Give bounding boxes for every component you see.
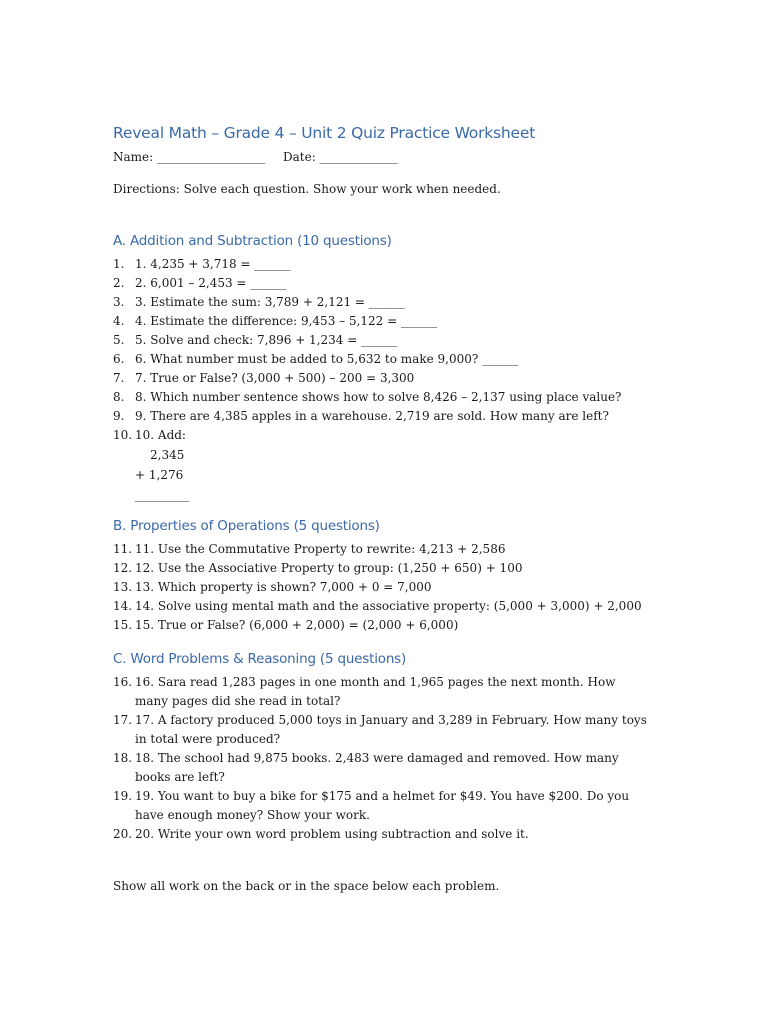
item-number: 18. [113, 751, 133, 765]
list-item [0, 274, 768, 293]
list-item [0, 616, 768, 635]
item-text: 15. True or False? (6,000 + 2,000) = (2,000 + 6,000) [135, 618, 459, 632]
footer-note: Show all work on the back or in the space below each problem. [113, 879, 500, 893]
name-field: Name: __________________ [113, 150, 265, 164]
list-item [0, 749, 768, 787]
list-item [0, 711, 768, 749]
item-number: 17. [113, 713, 133, 727]
list-item [0, 312, 768, 331]
item-text: 13. Which property is shown? 7,000 + 0 = 7,000 [135, 580, 432, 594]
item-number: 6. [113, 352, 125, 366]
item-text: 5. Solve and check: 7,896 + 1,234 = ______ [135, 333, 398, 347]
item-text: 14. Solve using mental math and the associative property: (5,000 + 3,000) + 2,000 [135, 599, 642, 613]
item-text: 3. Estimate the sum: 3,789 + 2,121 = ______ [135, 295, 405, 309]
addend-line-2: + 1,276 [135, 468, 184, 482]
item-text: 9. There are 4,385 apples in a warehouse. 2,719 are sold. How many are left? [135, 409, 609, 423]
list-item [0, 388, 768, 407]
item-number: 20. [113, 827, 133, 841]
item-number: 1. [113, 257, 125, 271]
answer-line: _________ [135, 488, 189, 502]
date-field: Date: _____________ [283, 150, 398, 164]
item-text: 11. Use the Commutative Property to rewrite: 4,213 + 2,586 [135, 542, 506, 556]
item-number: 10. [113, 428, 133, 442]
item-text: 12. Use the Associative Property to group: (1,250 + 650) + 100 [135, 561, 523, 575]
item-text: 4. Estimate the difference: 9,453 – 5,122 = ______ [135, 314, 437, 328]
item-number: 4. [113, 314, 125, 328]
item-number: 3. [113, 295, 125, 309]
item-number: 5. [113, 333, 125, 347]
section-b-list [0, 540, 768, 635]
item-number: 19. [113, 789, 133, 803]
item-text: 20. Write your own word problem using subtraction and solve it. [135, 827, 529, 841]
section-b-heading: B. Properties of Operations (5 questions) [113, 518, 380, 534]
list-item [0, 673, 768, 711]
item-text: 19. You want to buy a bike for $175 and a helmet for $49. You have $200. Do you have enough money? Show your work. [135, 789, 630, 822]
list-item [0, 426, 768, 445]
item-number: 13. [113, 580, 133, 594]
section-a-list [0, 255, 768, 505]
item-text: 7. True or False? (3,000 + 500) – 200 = 3,300 [135, 371, 415, 385]
item-text: 18. The school had 9,875 books. 2,483 were damaged and removed. How many books are left? [135, 751, 619, 784]
item-number: 2. [113, 276, 125, 290]
section-c-heading: C. Word Problems & Reasoning (5 questions) [113, 651, 407, 667]
directions: Directions: Solve each question. Show your work when needed. [113, 182, 501, 196]
list-item [0, 825, 768, 844]
list-item [0, 350, 768, 369]
list-item [0, 597, 768, 616]
item-number: 9. [113, 409, 125, 423]
list-item [0, 559, 768, 578]
item-number: 11. [113, 542, 133, 556]
list-item [0, 293, 768, 312]
item-text: 8. Which number sentence shows how to solve 8,426 – 2,137 using place value? [135, 390, 622, 404]
list-item [0, 331, 768, 350]
item-text: 16. Sara read 1,283 pages in one month and 1,965 pages the next month. How many pages did she read in total? [135, 675, 616, 708]
addend-line-1: 2,345 [150, 448, 185, 462]
section-a-heading: A. Addition and Subtraction (10 questions) [113, 233, 392, 249]
section-c-list [0, 673, 768, 844]
item-number: 7. [113, 371, 125, 385]
item-number: 8. [113, 390, 125, 404]
item-number: 14. [113, 599, 133, 613]
list-item [0, 787, 768, 825]
list-item [0, 407, 768, 426]
item-number: 15. [113, 618, 133, 632]
list-item [0, 369, 768, 388]
item-number: 12. [113, 561, 133, 575]
item-text: 2. 6,001 – 2,453 = ______ [135, 276, 287, 290]
item-number: 16. [113, 675, 133, 689]
list-item [0, 255, 768, 274]
item-text: 17. A factory produced 5,000 toys in January and 3,289 in February. How many toys in total were produced? [135, 713, 647, 746]
page-title: Reveal Math – Grade 4 – Unit 2 Quiz Practice Worksheet [113, 124, 536, 142]
list-item [0, 578, 768, 597]
list-item [0, 540, 768, 559]
item-text: 1. 4,235 + 3,718 = ______ [135, 257, 291, 271]
item-text: 6. What number must be added to 5,632 to make 9,000? ______ [135, 352, 519, 366]
item-text: 10. Add: [135, 428, 186, 442]
name-date-line [113, 150, 398, 164]
